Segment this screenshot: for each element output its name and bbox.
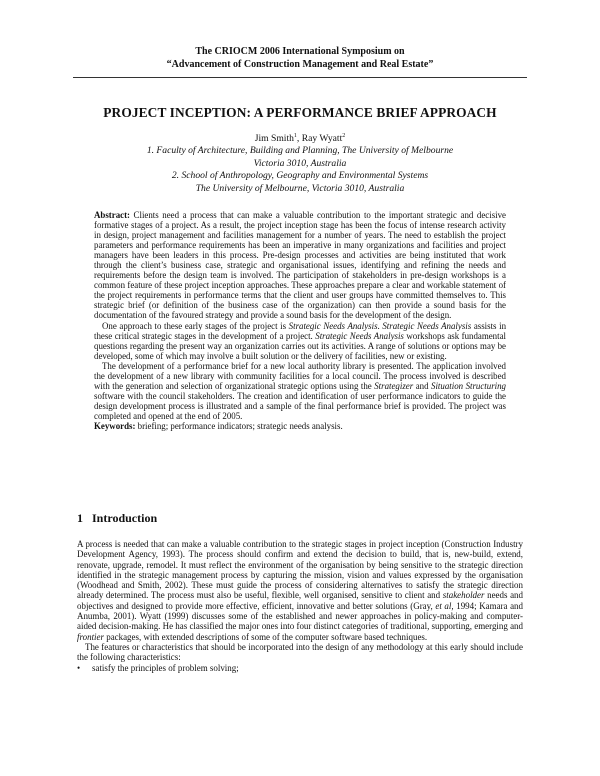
section-heading-introduction [77,511,157,526]
author-1: Jim Smith [254,133,294,144]
affiliation-2-line-1: 2. School of Anthropology, Geography and Environmental Systems [171,170,429,182]
abstract-p2-b: . [377,320,383,331]
abstract-p2-d: workshops ask fundamental questions regarding the present way an organization carries out its activities. A range of solutions or options may be developed, some of which may involve a built solution or the delivery of facilities, new or existing. [94,330,506,361]
keywords [94,421,506,431]
section-body [77,539,523,673]
header-line-2: “Advancement of Construction Management and Real Estate” [166,58,434,70]
body-p1-d: packages, with extended descriptions of some of the computer software based techniques. [103,631,428,642]
abstract-p2-italic-1: Strategic Needs Analysis [288,320,378,331]
header-line-1: The CRIOCM 2006 International Symposium on [195,46,405,57]
abstract-p2-c: assists in these critical strategic stages in the development of a project. [94,320,507,341]
section-title: Introduction [92,511,158,525]
abstract-p2-a: One approach to these early stages of the project is [102,320,289,331]
abstract-paragraph-3 [94,361,506,421]
abstract-p3-b: and [413,380,432,391]
author-block [0,133,600,195]
body-paragraph-1 [77,539,523,642]
bullet-text: satisfy the principles of problem solving; [92,662,239,673]
abstract-label: Abstract: [94,210,130,220]
bullet-icon: • [77,662,81,673]
section-number: 1 [77,511,83,525]
body-p1-italic-3: frontier [77,631,104,642]
body-p1-b: needs and objectives and designed to provide more effective, efficient, innovative and better solutions (Gray, [77,590,523,611]
abstract-p3-italic-2: Situation Structuring [431,380,506,391]
author-names [0,133,600,145]
header-rule [73,77,527,78]
bullet-item [77,663,523,673]
abstract-p3-c: software with the council stakeholders. The creation and identification of user performance indicators to guide the design development process is illustrated and a sample of the final performance brief is provided. The project was completed and opened at the end of 2005. [94,390,506,421]
author-2-sup: 2 [342,132,346,139]
affiliation-1-line-2: Victoria 3010, Australia [253,157,347,169]
affiliation-2-line-2: The University of Melbourne, Victoria 3010, Australia [195,182,405,194]
paper-title: PROJECT INCEPTION: A PERFORMANCE BRIEF APPROACH [103,105,497,120]
abstract-p3-italic-1: Strategizer [374,380,414,391]
abstract [94,210,506,431]
body-paragraph-2: The features or characteristics that should be incorporated into the design of any methodology at this early should include the following characteristics: [77,641,523,663]
abstract-p3-a: The development of a performance brief for a new local authority library is presented. The application involved the development of a new library with community facilities for a local council. The process involved is described with the generation and selection of organizational strategic options using the [94,360,506,391]
body-p1-c: 1994; Kamara and Anumba, 2001). Wyatt (1999) discusses some of the established and newer approaches in policy-making and computer-aided decision-making. He has classified the major ones into four distinct categories of traditional, supporting, emerging and [77,600,523,632]
author-1-sup: 1 [293,132,297,139]
author-2: Ray Wyatt [301,133,343,144]
abstract-p2-italic-2: Strategic Needs Analysis [382,320,472,331]
author-separator: , [296,133,302,144]
keywords-label: Keywords: [94,420,136,431]
abstract-paragraph-1 [94,210,506,321]
abstract-p2-italic-3: Strategic Needs Analysis [315,330,404,341]
body-p1-a: A process is needed that can make a valuable contribution to the strategic stages in project inception (Construction Industry Development Agency, 1993). The process should confirm and extend the decision to build, that is, new-build, extend, renovate, upgrade, remodel. It must reflect the environment of the organisation by being sensitive to the strategic direction identified in the strategic management process by capturing the mission, vision and values expressed by the organisation (Woodhead and Smith, 2002). These must guide the process of considering alternatives to satisfy the strategic direction already determined. The process must also be useful, flexible, well organised, sensitive to client and [77,539,523,601]
abstract-paragraph-2 [94,321,506,361]
conference-header [0,46,600,71]
body-p1-italic-2: et al, [435,600,454,611]
body-p1-italic-1: stakeholder [442,590,485,601]
abstract-text-1: Clients need a process that can make a valuable contribution to the important strategic and decisive formative stages of a project. As a result, the project inception stage has been the focus of intense research activity in design, project management and facilities management for a number of years. The need to establish the project parameters and performance requirements has been an imperative in many organizations and facilities and project managers have been leaders in this process. Pre-design processes and activities are being instituted that work through the client’s business case, strategic and organisational issues, identifying and refining the needs and requirements before the design team is involved. The participation of stakeholders in pre-design workshops is a common feature of these project inception approaches. These approaches prepare a clear and workable statement of the project requirements in performance terms that the client and user groups have committed themselves to. This strategic brief (or definition of the business case of the organization) can then provide a sound basis for the documentation of the favoured strategy and provide a sound basis for the development of the design. [94,210,506,321]
affiliation-1-line-1: 1. Faculty of Architecture, Building and Planning, The University of Melbourne [146,145,454,157]
keywords-text: briefing; performance indicators; strategic needs analysis. [135,420,343,431]
